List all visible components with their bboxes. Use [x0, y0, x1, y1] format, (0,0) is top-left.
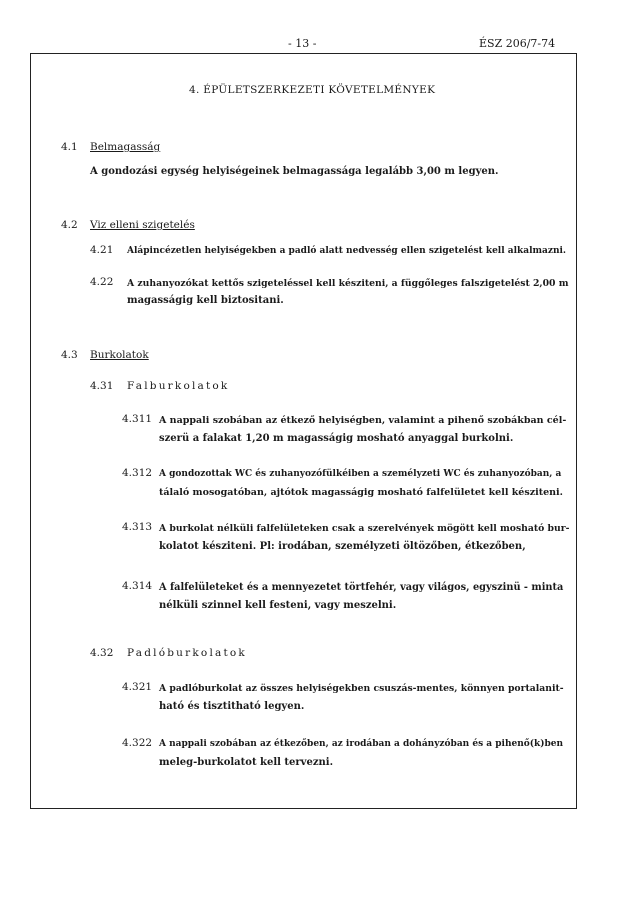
item-text-4-321-line1: A padlóburkolat az összes helyiségekben csuszás-mentes, könnyen portalanit- [159, 683, 564, 694]
item-text-4-313-line2: kolatot késziteni. Pl: irodában, személyzeti öltözőben, étkezőben, [159, 541, 526, 552]
item-text-4-321-line2: ható és tisztitható legyen. [159, 701, 305, 712]
page-number: - 13 - [288, 37, 317, 50]
subsection-number-4-21: 4.21 [90, 244, 114, 256]
subsection-number-4-31: 4.31 [90, 380, 114, 392]
item-text-4-313-line1: A burkolat nélküli falfelületeken csak a szerelvények mögött kell mosható bur- [159, 523, 570, 534]
item-number-4-312: 4.312 [122, 467, 153, 479]
item-number-4-321: 4.321 [122, 681, 153, 693]
section-heading-viz-elleni-szigeteles: Viz elleni szigetelés [90, 219, 195, 231]
item-number-4-314: 4.314 [122, 580, 153, 592]
item-text-4-322-line2: meleg-burkolatot kell tervezni. [159, 757, 334, 768]
subsection-text-4-21: Alápincézetlen helyiségekben a padló alatt nedvesség ellen szigetelést kell alkalmazni. [127, 246, 567, 256]
section-heading-burkolatok: Burkolatok [90, 349, 149, 361]
item-number-4-322: 4.322 [122, 737, 153, 749]
item-number-4-313: 4.313 [122, 521, 153, 533]
item-text-4-312-line2: tálaló mosogatóban, ajtótok magasságig mosható falfelületet kell késziteni. [159, 487, 563, 498]
section-number-4-3: 4.3 [61, 349, 78, 361]
item-text-4-311-line2: szerü a falakat 1,20 m magasságig mosható anyaggal burkolni. [159, 433, 514, 444]
item-text-4-322-line1: A nappali szobában az étkezőben, az irodában a dohányzóban és a pihenő(k)ben [159, 739, 564, 749]
subsection-text-4-22-line2: magasságig kell biztositani. [127, 295, 284, 306]
subsection-heading-padloburkolatok: Padlóburkolatok [127, 647, 247, 659]
section-number-4-2: 4.2 [61, 219, 78, 231]
section-number-4-1: 4.1 [61, 141, 78, 153]
subsection-text-4-22-line1: A zuhanyozókat kettős szigeteléssel kell késziteni, a függőleges falszigetelést 2,00 m [127, 278, 569, 289]
subsection-number-4-22: 4.22 [90, 276, 114, 288]
subsection-number-4-32: 4.32 [90, 647, 114, 659]
item-text-4-312-line1: A gondozottak WC és zuhanyozófülkéiben a személyzeti WC és zuhanyozóban, a [159, 469, 562, 479]
chapter-title: 4. ÉPÜLETSZERKEZETI KÖVETELMÉNYEK [189, 84, 436, 96]
document-id: ÉSZ 206/7-74 [479, 37, 556, 50]
item-text-4-314-line1: A falfelületeket és a mennyezetet törtfehér, vagy világos, egyszinü - minta [159, 582, 564, 593]
item-number-4-311: 4.311 [122, 413, 153, 425]
item-text-4-314-line2: nélküli szinnel kell festeni, vagy meszelni. [159, 600, 397, 611]
subsection-heading-falburkolatok: Falburkolatok [127, 380, 230, 392]
item-text-4-311-line1: A nappali szobában az étkező helyiségben, valamint a pihenő szobákban cél- [159, 415, 567, 426]
section-text-4-1: A gondozási egység helyiségeinek belmagassága legalább 3,00 m legyen. [90, 166, 499, 177]
section-heading-belmagassag: Belmagasság [90, 141, 161, 153]
